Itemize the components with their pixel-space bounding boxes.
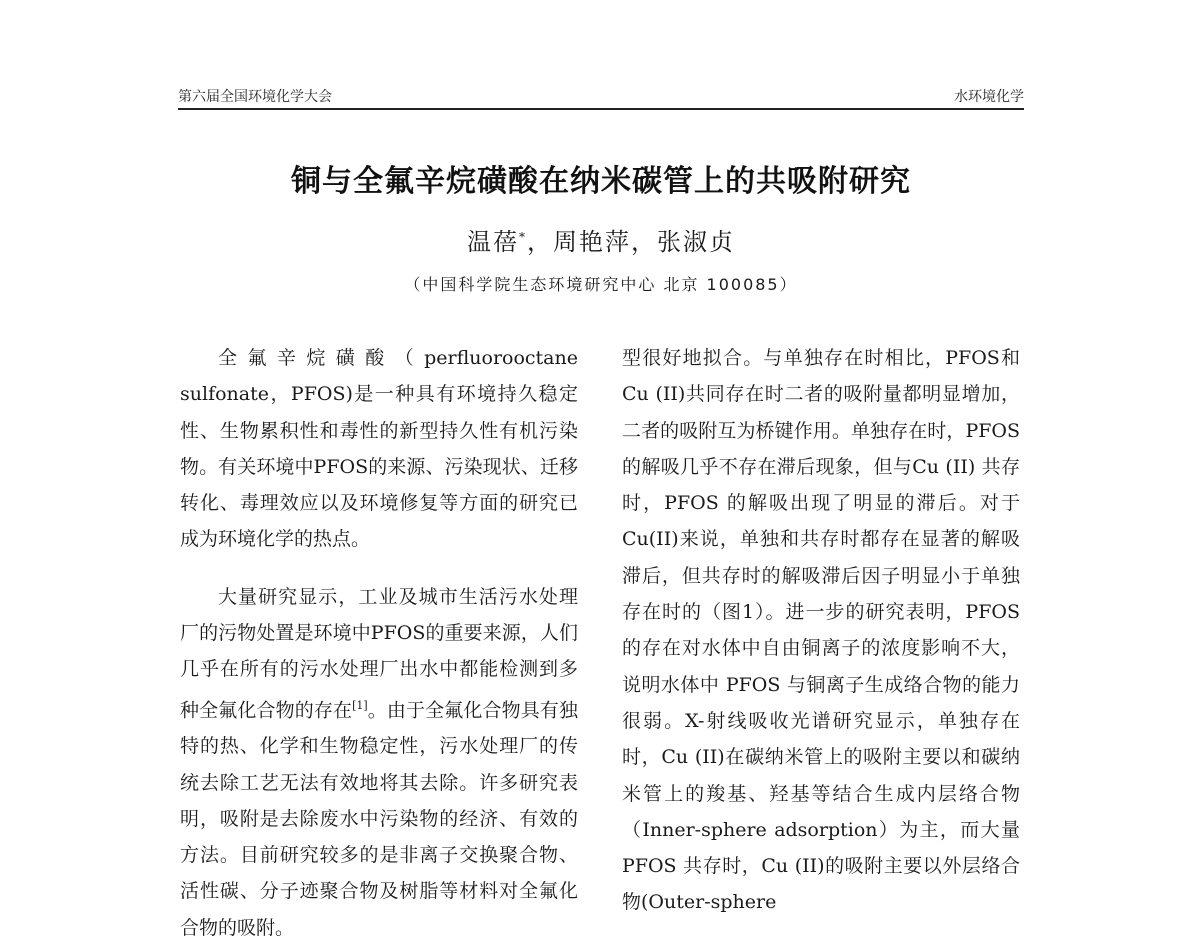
author-affiliation: （中国科学院生态环境研究中心 北京 100085） <box>404 275 798 294</box>
background-text-part-2: 。由于全氟化合物具有独特的热、化学和生物稳定性，污水处理厂的传统去除工艺无法有效地将其去除。许多研究表明，吸附是去除废水中污染物的经济、有效的方法。目前研究较多的是非离子交换聚合物、活性碳、分子迹聚合物及树脂等材料对全氟化合物的吸附。 <box>180 699 578 939</box>
section-name: 水环境化学 <box>954 89 1024 105</box>
body-column-right <box>622 340 1020 921</box>
background-paragraph <box>180 579 578 946</box>
citation-reference: [1] <box>352 698 368 712</box>
corresponding-author-mark: * <box>519 230 527 244</box>
paper-title: 铜与全氟辛烷磺酸在纳米碳管上的共吸附研究 <box>291 164 911 199</box>
intro-paragraph: 全氟辛烷磺酸（perfluorooctane sulfonate，PFOS)是一种具有环境持久稳定性、生物累积性和毒性的新型持久性有机污染物。有关环境中PFOS的来源、污染现状、迁移转化、毒理效应以及环境修复等方面的研究已成为环境化学的热点。 <box>180 347 578 551</box>
results-paragraph: 型很好地拟合。与单独存在时相比，PFOS和 Cu (II)共同存在时二者的吸附量都明显增加，二者的吸附互为桥键作用。单独存在时，PFOS 的解吸几乎不存在滞后现象，但与Cu (II) 共存时，PFOS 的解吸出现了明显的滞后。对于Cu(II)来说，单独和共存时都存在显著的解吸滞后，但共存时的解吸滞后因子明显小于单独存在时的（图1）。进一步的研究表明，PFOS 的存在对水体中自由铜离子的浓度影响不大，说明水体中 PFOS 与铜离子生成络合物的能力很弱。X-射线吸收光谱研究显示，单独存在时，Cu (II)在碳纳米管上的吸附主要以和碳纳米管上的羧基、羟基等结合生成内层络合物（Inner-sphere adsorption）为主，而大量 PFOS 共存时，Cu (II)的吸附主要以外层络合物(Outer-sphere <box>622 347 1020 914</box>
conference-name: 第六届全国环境化学大会 <box>178 89 332 105</box>
other-authors: ，周艳萍，张淑贞 <box>527 228 735 256</box>
body-column-left <box>180 340 578 946</box>
header-divider <box>178 108 1024 110</box>
background-text-part-1: 大量研究显示，工业及城市生活污水处理厂的污物处置是环境中PFOS的重要来源，人们几乎在所有的污水处理厂出水中都能检测到多种全氟化合物的存在 <box>180 585 578 721</box>
first-author: 温蓓 <box>467 228 519 256</box>
author-list <box>178 222 1024 257</box>
running-header <box>178 86 1024 106</box>
